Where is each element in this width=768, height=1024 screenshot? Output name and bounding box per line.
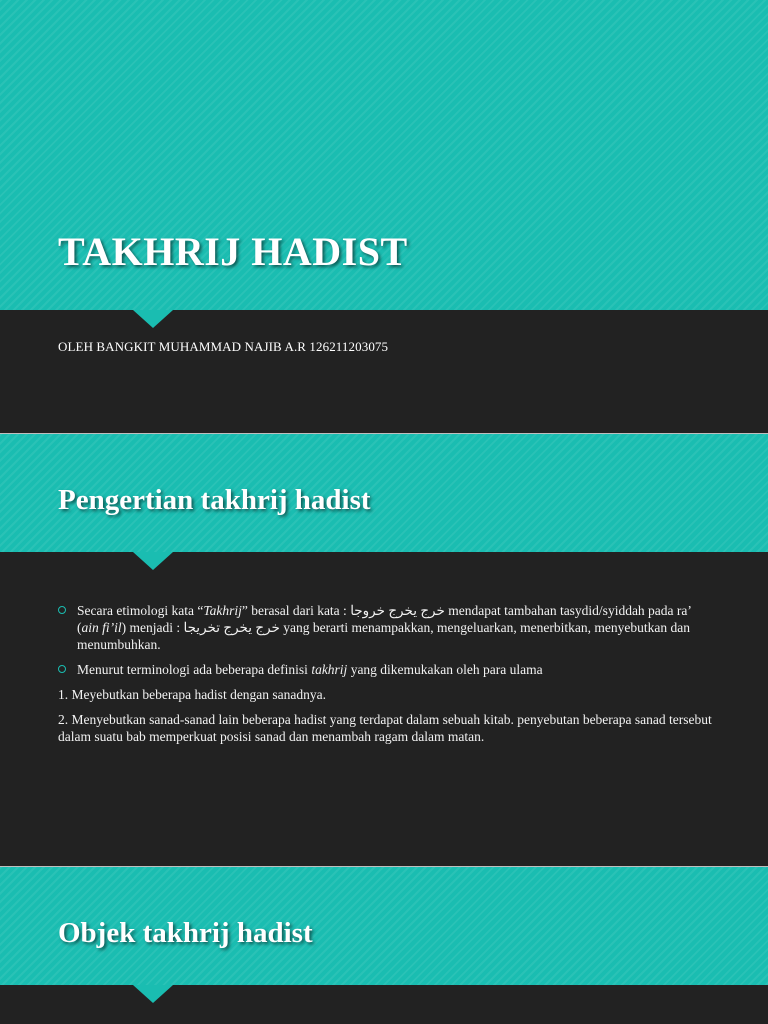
slide-3-notch — [133, 985, 173, 1003]
slide-2-title: Pengertian takhrij hadist — [58, 484, 371, 516]
slide-2-body — [58, 602, 714, 753]
slide-1-title: TAKHRIJ HADIST — [58, 229, 408, 274]
definition-2: 2. Menyebutkan sanad-sanad lain beberapa hadist yang terdapat dalam sebuah kitab. penyebutan beberapa sanad tersebut dalam suatu bab memperkuat posisi sanad dan menambah ragam dalam matan. — [58, 712, 712, 744]
definition-1: 1. Meyebutkan beberapa hadist dengan sanadnya. — [58, 687, 327, 702]
circle-bullet-icon — [58, 606, 66, 614]
bullet-terminologi-text: Menurut terminologi ada beberapa definisi takhrij yang dikemukakan oleh para ulama — [77, 662, 543, 677]
slide-3-content-band — [0, 985, 768, 1024]
slide-2-notch — [133, 552, 173, 570]
slide-1-subtitle: OLEH BANGKIT MUHAMMAD NAJIB A.R 126211203075 — [58, 339, 389, 354]
circle-bullet-icon — [58, 665, 66, 673]
slide-1-subtitle-band — [0, 310, 768, 433]
bullet-terminologi — [58, 661, 714, 678]
slide-1-notch — [133, 310, 173, 328]
bullet-etimologi-text: Secara etimologi kata “Takhrij” berasal dari kata : خرج يخرج خروجا mendapat tambahan tasydid/syiddah pada ra’ (ain fi’il) menjadi : خرج يخرج تخريجا yang berarti menampakkan, mengeluarkan, menerbitkan, menyebutkan dan menumbuhkan. — [77, 603, 691, 652]
bullet-etimologi — [58, 602, 714, 653]
slide-3 — [0, 867, 768, 1024]
slide-3-title: Objek takhrij hadist — [58, 917, 313, 949]
slide-1 — [0, 0, 768, 433]
